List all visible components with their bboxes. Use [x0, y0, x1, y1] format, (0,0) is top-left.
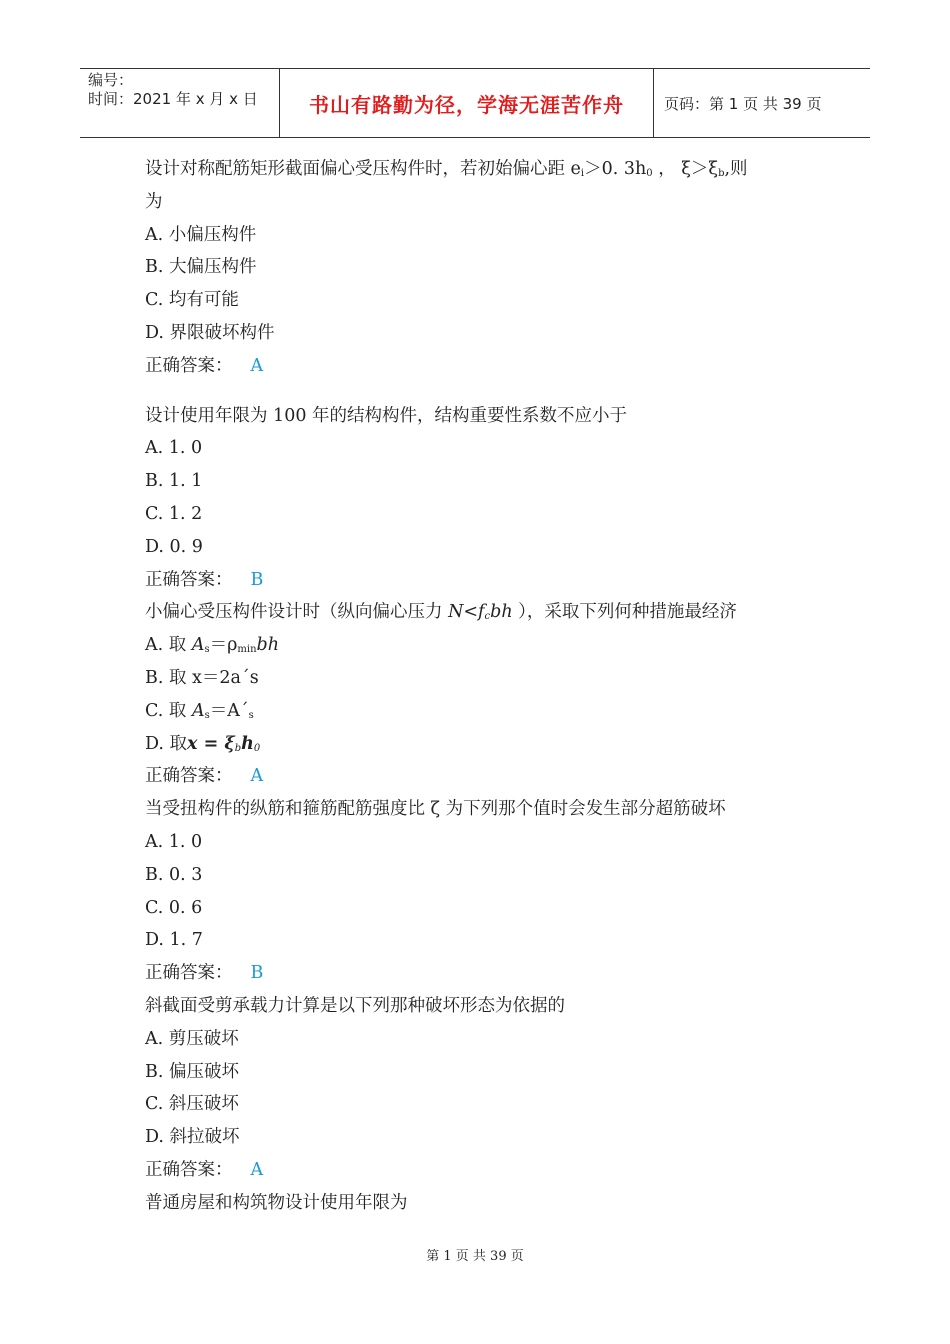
- answer-label: 正确答案：: [145, 569, 233, 590]
- option-d: D. 0. 9: [145, 536, 203, 557]
- answer-row: [145, 957, 825, 990]
- answer-row: [145, 564, 825, 597]
- question-stem-continued: 为: [145, 191, 163, 212]
- option-b: B. 取 x＝2a´s: [145, 667, 259, 688]
- answer-value: B: [250, 963, 264, 984]
- time-label: 时间：2021 年 x 月 x 日: [88, 90, 258, 108]
- answer-label: 正确答案：: [145, 1159, 233, 1180]
- question-5: [145, 990, 825, 1187]
- page-footer: 第 1 页 共 39 页: [426, 1249, 524, 1264]
- answer-row: [145, 1154, 825, 1187]
- option-d: D. 斜拉破坏: [145, 1127, 240, 1148]
- option-c: C. 1. 2: [145, 503, 203, 524]
- question-stem: 小偏心受压构件设计时（纵向偏心压力 $N<f_cbh$ ），采取下列何种措施最经济: [145, 602, 737, 623]
- answer-value: A: [250, 355, 264, 376]
- option-d: D. 1. 7: [145, 930, 203, 951]
- answer-value: A: [250, 1159, 264, 1180]
- header-motto: 书山有路勤为径，学海无涯苦作舟: [280, 69, 654, 137]
- answer-label: 正确答案：: [145, 355, 233, 376]
- option-a: A. 取 $A_s=\rho_{min}bh$: [145, 635, 280, 656]
- question-stem: 普通房屋和构筑物设计使用年限为: [145, 1192, 408, 1213]
- option-c: C. 取 $A_s=A´_s$: [145, 700, 254, 721]
- question-list: [145, 153, 825, 1220]
- number-label: 编号：: [88, 71, 134, 89]
- question-4: [145, 793, 825, 990]
- header-meta: [80, 69, 280, 137]
- question-stem: 设计对称配筋矩形截面偏心受压构件时，若初始偏心距 $e_i>0$. $3h_0$ ， $\xi>\xi_b$,则: [145, 159, 748, 179]
- answer-row: [145, 350, 825, 383]
- option-c: C. 均有可能: [145, 290, 239, 311]
- answer-row: [145, 760, 825, 793]
- option-c: C. 斜压破坏: [145, 1094, 239, 1115]
- page-header: [80, 68, 870, 138]
- question-3: [145, 596, 825, 793]
- option-c: C. 0. 6: [145, 897, 203, 918]
- answer-label: 正确答案：: [145, 963, 233, 984]
- question-6: [145, 1187, 825, 1220]
- question-stem: 斜截面受剪承载力计算是以下列那种破坏形态为依据的: [145, 995, 565, 1016]
- option-b: B. 1. 1: [145, 471, 203, 492]
- option-d: D. 界限破坏构件: [145, 322, 275, 343]
- option-a: A. 1. 0: [145, 831, 203, 852]
- question-stem: 当受扭构件的纵筋和箍筋配筋强度比 ζ 为下列那个值时会发生部分超筋破坏: [145, 799, 726, 820]
- answer-value: B: [250, 569, 264, 590]
- answer-label: 正确答案：: [145, 766, 233, 787]
- header-page-info: 页码：第 1 页 共 39 页: [664, 94, 822, 113]
- option-b: B. 大偏压构件: [145, 257, 257, 278]
- question-1: [145, 153, 825, 383]
- question-stem: 设计使用年限为 100 年的结构构件，结构重要性系数不应小于: [145, 405, 628, 426]
- option-a: A. 剪压破坏: [145, 1028, 239, 1049]
- option-d: D. 取$x = \xi_bh_0$: [145, 733, 261, 754]
- option-b: B. 0. 3: [145, 864, 203, 885]
- option-a: A. 小偏压构件: [145, 224, 257, 245]
- question-2: [145, 400, 825, 597]
- answer-value: A: [250, 766, 264, 787]
- option-a: A. 1. 0: [145, 438, 203, 459]
- option-b: B. 偏压破坏: [145, 1061, 239, 1082]
